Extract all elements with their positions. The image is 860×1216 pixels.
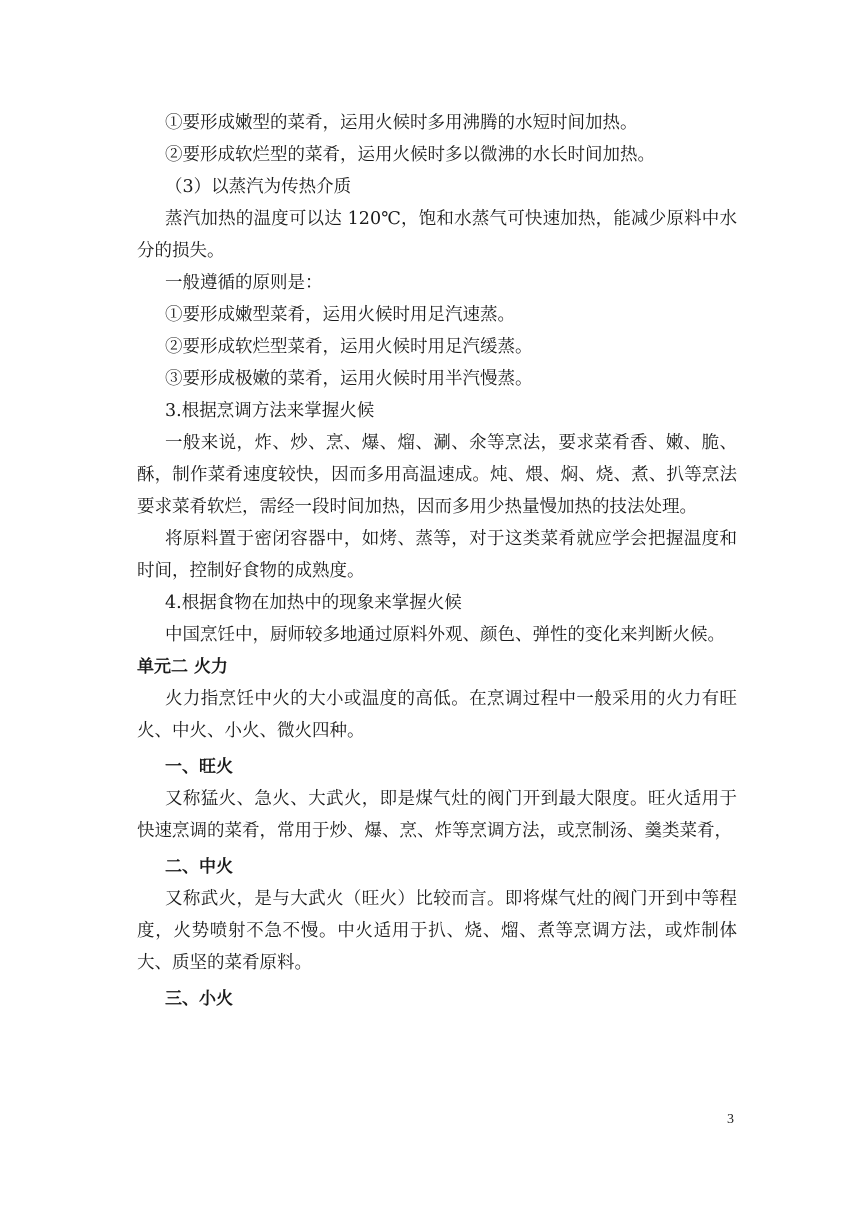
subsection-heading: 一、旺火 <box>165 757 233 777</box>
paragraph: 一般来说，炸、炒、烹、爆、熘、涮、氽等烹法，要求菜肴香、嫩、脆、酥，制作菜肴速度较快，因而多用高温速成。炖、煨、焖、烧、煮、扒等烹法要求菜肴软烂，需经一段时间加热，因而多用少热量慢加热的技法处理。 <box>137 433 737 517</box>
subheading: 3.根据烹调方法来掌握火候 <box>165 401 375 421</box>
paragraph: ③要形成极嫩的菜肴，运用火候时用半汽慢蒸。 <box>165 369 533 389</box>
paragraph: ①要形成嫩型菜肴，运用火候时用足汽速蒸。 <box>165 305 515 325</box>
page-number: 3 <box>727 1112 734 1127</box>
paragraph: ②要形成软烂型的菜肴，运用火候时多以微沸的水长时间加热。 <box>165 145 655 165</box>
paragraph: 中国烹饪中，厨师较多地通过原料外观、颜色、弹性的变化来判断火候。 <box>165 625 725 645</box>
subheading: （3）以蒸汽为传热介质 <box>165 177 352 197</box>
paragraph: 火力指烹饪中火的大小或温度的高低。在烹调过程中一般采用的火力有旺火、中火、小火、微火四种。 <box>137 689 737 741</box>
paragraph: 又称武火，是与大武火（旺火）比较而言。即将煤气灶的阀门开到中等程度，火势喷射不急不慢。中火适用于扒、烧、熘、煮等烹调方法，或炸制体大、质坚的菜肴原料。 <box>137 889 737 973</box>
paragraph: ①要形成嫩型的菜肴，运用火候时多用沸腾的水短时间加热。 <box>165 113 638 133</box>
subheading: 4.根据食物在加热中的现象来掌握火候 <box>165 593 462 613</box>
paragraph: 蒸汽加热的温度可以达 120℃，饱和水蒸气可快速加热，能减少原料中水分的损失。 <box>137 209 737 261</box>
paragraph: ②要形成软烂型菜肴，运用火候时用足汽缓蒸。 <box>165 337 533 357</box>
subsection-heading: 三、小火 <box>165 989 233 1009</box>
paragraph: 一般遵循的原则是： <box>165 273 323 293</box>
page-content <box>137 107 737 1015</box>
section-heading: 单元二 火力 <box>137 657 228 677</box>
paragraph: 将原料置于密闭容器中，如烤、蒸等，对于这类菜肴就应学会把握温度和时间，控制好食物的成熟度。 <box>137 529 737 581</box>
paragraph: 又称猛火、急火、大武火，即是煤气灶的阀门开到最大限度。旺火适用于快速烹调的菜肴，常用于炒、爆、烹、炸等烹调方法，或烹制汤、羹类菜肴， <box>137 789 737 841</box>
subsection-heading: 二、中火 <box>165 857 233 877</box>
